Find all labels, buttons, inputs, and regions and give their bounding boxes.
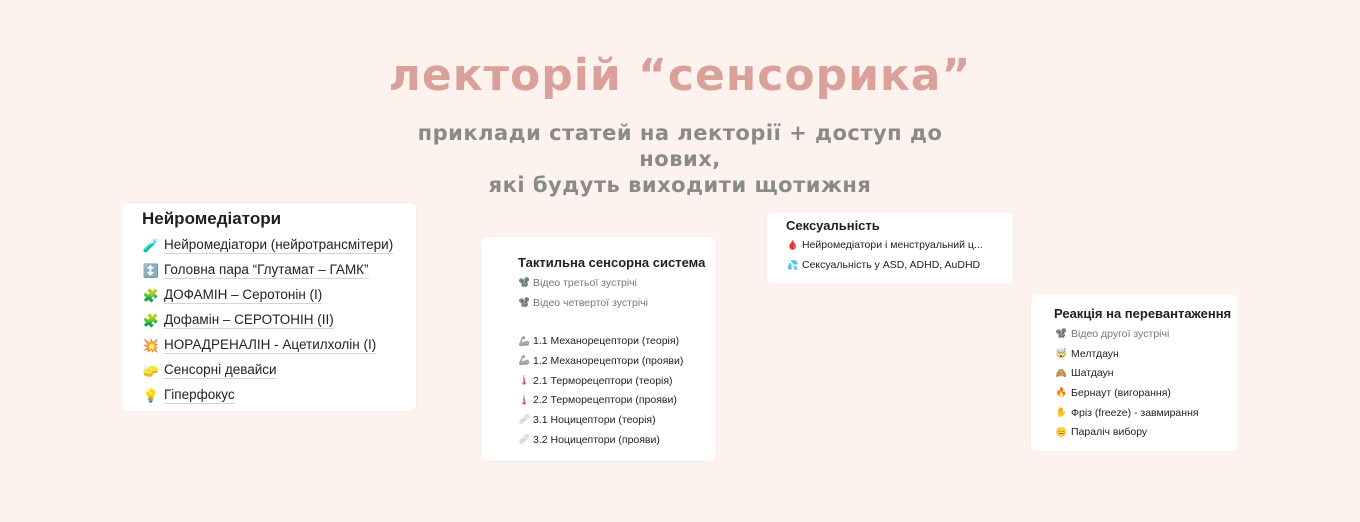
list-item[interactable] — [518, 331, 683, 351]
video-link[interactable] — [1054, 324, 1199, 344]
list-item[interactable] — [1054, 344, 1199, 364]
list-item-label[interactable]: Мелтдаун — [1071, 347, 1119, 360]
subtitle-line: які будуть виходити щотижня — [488, 173, 872, 197]
test-tube-icon: 🧪 — [142, 237, 160, 253]
list-item-label[interactable]: Сенсорні девайси — [164, 362, 277, 377]
list-item-label[interactable]: Гіперфокус — [164, 387, 235, 402]
list-item[interactable] — [1054, 422, 1199, 442]
card-title: Нейромедіатори — [142, 209, 282, 228]
bandage-icon: 🩹 — [518, 434, 531, 445]
card-overload-reaction — [1031, 294, 1238, 451]
list-item[interactable] — [142, 333, 393, 358]
list-item[interactable] — [518, 351, 683, 371]
fire-icon: 🔥 — [1055, 387, 1068, 398]
video-link-label[interactable]: Відео другої зустрічі — [1071, 327, 1170, 340]
card-tactile-system — [481, 237, 716, 461]
list-item[interactable] — [786, 235, 996, 255]
list-item[interactable] — [142, 308, 393, 333]
subtitle-line: приклади статей на лекторії + доступ до нових, — [417, 121, 943, 171]
puzzle-icon: 🧩 — [142, 287, 160, 303]
card-title: Реакція на перевантаження — [1054, 306, 1232, 321]
puzzle-icon: 🧩 — [142, 312, 160, 328]
list-item-label[interactable]: НОРАДРЕНАЛІН - Ацетилхолін (I) — [164, 337, 377, 352]
list-item-label[interactable]: ДОФАМІН – Серотонін (I) — [164, 287, 323, 302]
list-item[interactable] — [142, 283, 393, 308]
list-item[interactable] — [1054, 363, 1199, 383]
collision-icon: 💥 — [142, 337, 160, 353]
video-link[interactable] — [518, 293, 683, 313]
list-item[interactable] — [1054, 383, 1199, 403]
mechanical-arm-icon: 🦾 — [518, 335, 531, 346]
link-list — [142, 233, 393, 408]
video-link-label[interactable]: Відео третьої зустрічі — [533, 276, 638, 289]
list-item-label[interactable]: Головна пара “Глутамат – ГАМК” — [164, 262, 369, 277]
bandage-icon: 🩹 — [518, 414, 531, 425]
list-item-label[interactable]: Параліч вибору — [1071, 426, 1148, 439]
list-item[interactable] — [142, 233, 393, 258]
film-projector-icon: 📽️ — [1055, 328, 1068, 339]
list-item[interactable] — [518, 371, 683, 391]
link-list — [786, 235, 996, 275]
list-item-label[interactable]: 2.2 Терморецептори (прояви) — [533, 394, 677, 407]
list-item[interactable] — [1054, 403, 1199, 423]
spacer — [518, 312, 683, 331]
raised-hand-icon: ✋ — [1055, 407, 1068, 418]
list-item-label[interactable]: Нейромедіатори (нейротрансмітери) — [164, 237, 394, 252]
exploding-head-icon: 🤯 — [1055, 348, 1068, 359]
list-item-label[interactable]: Дофамін – СЕРОТОНІН (II) — [164, 312, 334, 327]
expressionless-face-icon: 😑 — [1055, 426, 1068, 437]
light-bulb-icon: 💡 — [142, 387, 160, 403]
card-title: Сексуальність — [786, 218, 880, 233]
list-item[interactable] — [786, 255, 996, 275]
card-sexuality — [767, 212, 1013, 284]
sponge-icon: 🧽 — [142, 362, 160, 378]
link-list — [518, 273, 683, 450]
card-neuromediators — [122, 203, 416, 411]
list-item-label[interactable]: 2.1 Терморецептори (теорія) — [533, 374, 673, 387]
list-item-label[interactable]: Нейромедіатори і менструальний ц... — [802, 239, 983, 251]
list-item[interactable] — [518, 410, 683, 430]
page-subtitle — [380, 120, 980, 198]
list-item-label[interactable]: 3.1 Ноцицептори (теорія) — [533, 413, 656, 426]
list-item-label[interactable]: 3.2 Ноцицептори (прояви) — [533, 433, 660, 446]
list-item-label[interactable]: 1.1 Механорецептори (теорія) — [533, 335, 680, 348]
list-item-label[interactable]: Бернаут (вигорання) — [1071, 386, 1171, 399]
video-link[interactable] — [518, 273, 683, 293]
list-item-label[interactable]: 1.2 Механорецептори (прояви) — [533, 354, 684, 367]
drop-of-blood-icon: 🩸 — [787, 239, 799, 250]
thermometer-icon: 🌡️ — [518, 375, 531, 386]
list-item[interactable] — [518, 390, 683, 410]
card-title: Тактильна сенсорна система — [518, 255, 706, 270]
list-item[interactable] — [518, 430, 683, 450]
list-item-label[interactable]: Фріз (freeze) - завмирання — [1071, 406, 1199, 419]
list-item-label[interactable]: Сексуальність у ASD, ADHD, AuDHD — [802, 259, 981, 271]
link-list — [1054, 324, 1199, 442]
list-item[interactable] — [142, 383, 393, 408]
list-item[interactable] — [142, 358, 393, 383]
video-link-label[interactable]: Відео четвертої зустрічі — [533, 296, 648, 309]
mechanical-arm-icon: 🦾 — [518, 355, 531, 366]
sweat-droplets-icon: 💦 — [787, 259, 799, 270]
film-projector-icon: 📽️ — [518, 297, 531, 308]
film-projector-icon: 📽️ — [518, 277, 531, 288]
page-title: лекторій “сенсорика” — [388, 50, 972, 101]
list-item[interactable] — [142, 258, 393, 283]
list-item-label[interactable]: Шатдаун — [1071, 367, 1114, 380]
thermometer-icon: 🌡️ — [518, 394, 531, 405]
up-down-arrow-icon: ↕️ — [142, 262, 160, 278]
see-no-evil-monkey-icon: 🙈 — [1055, 367, 1068, 378]
